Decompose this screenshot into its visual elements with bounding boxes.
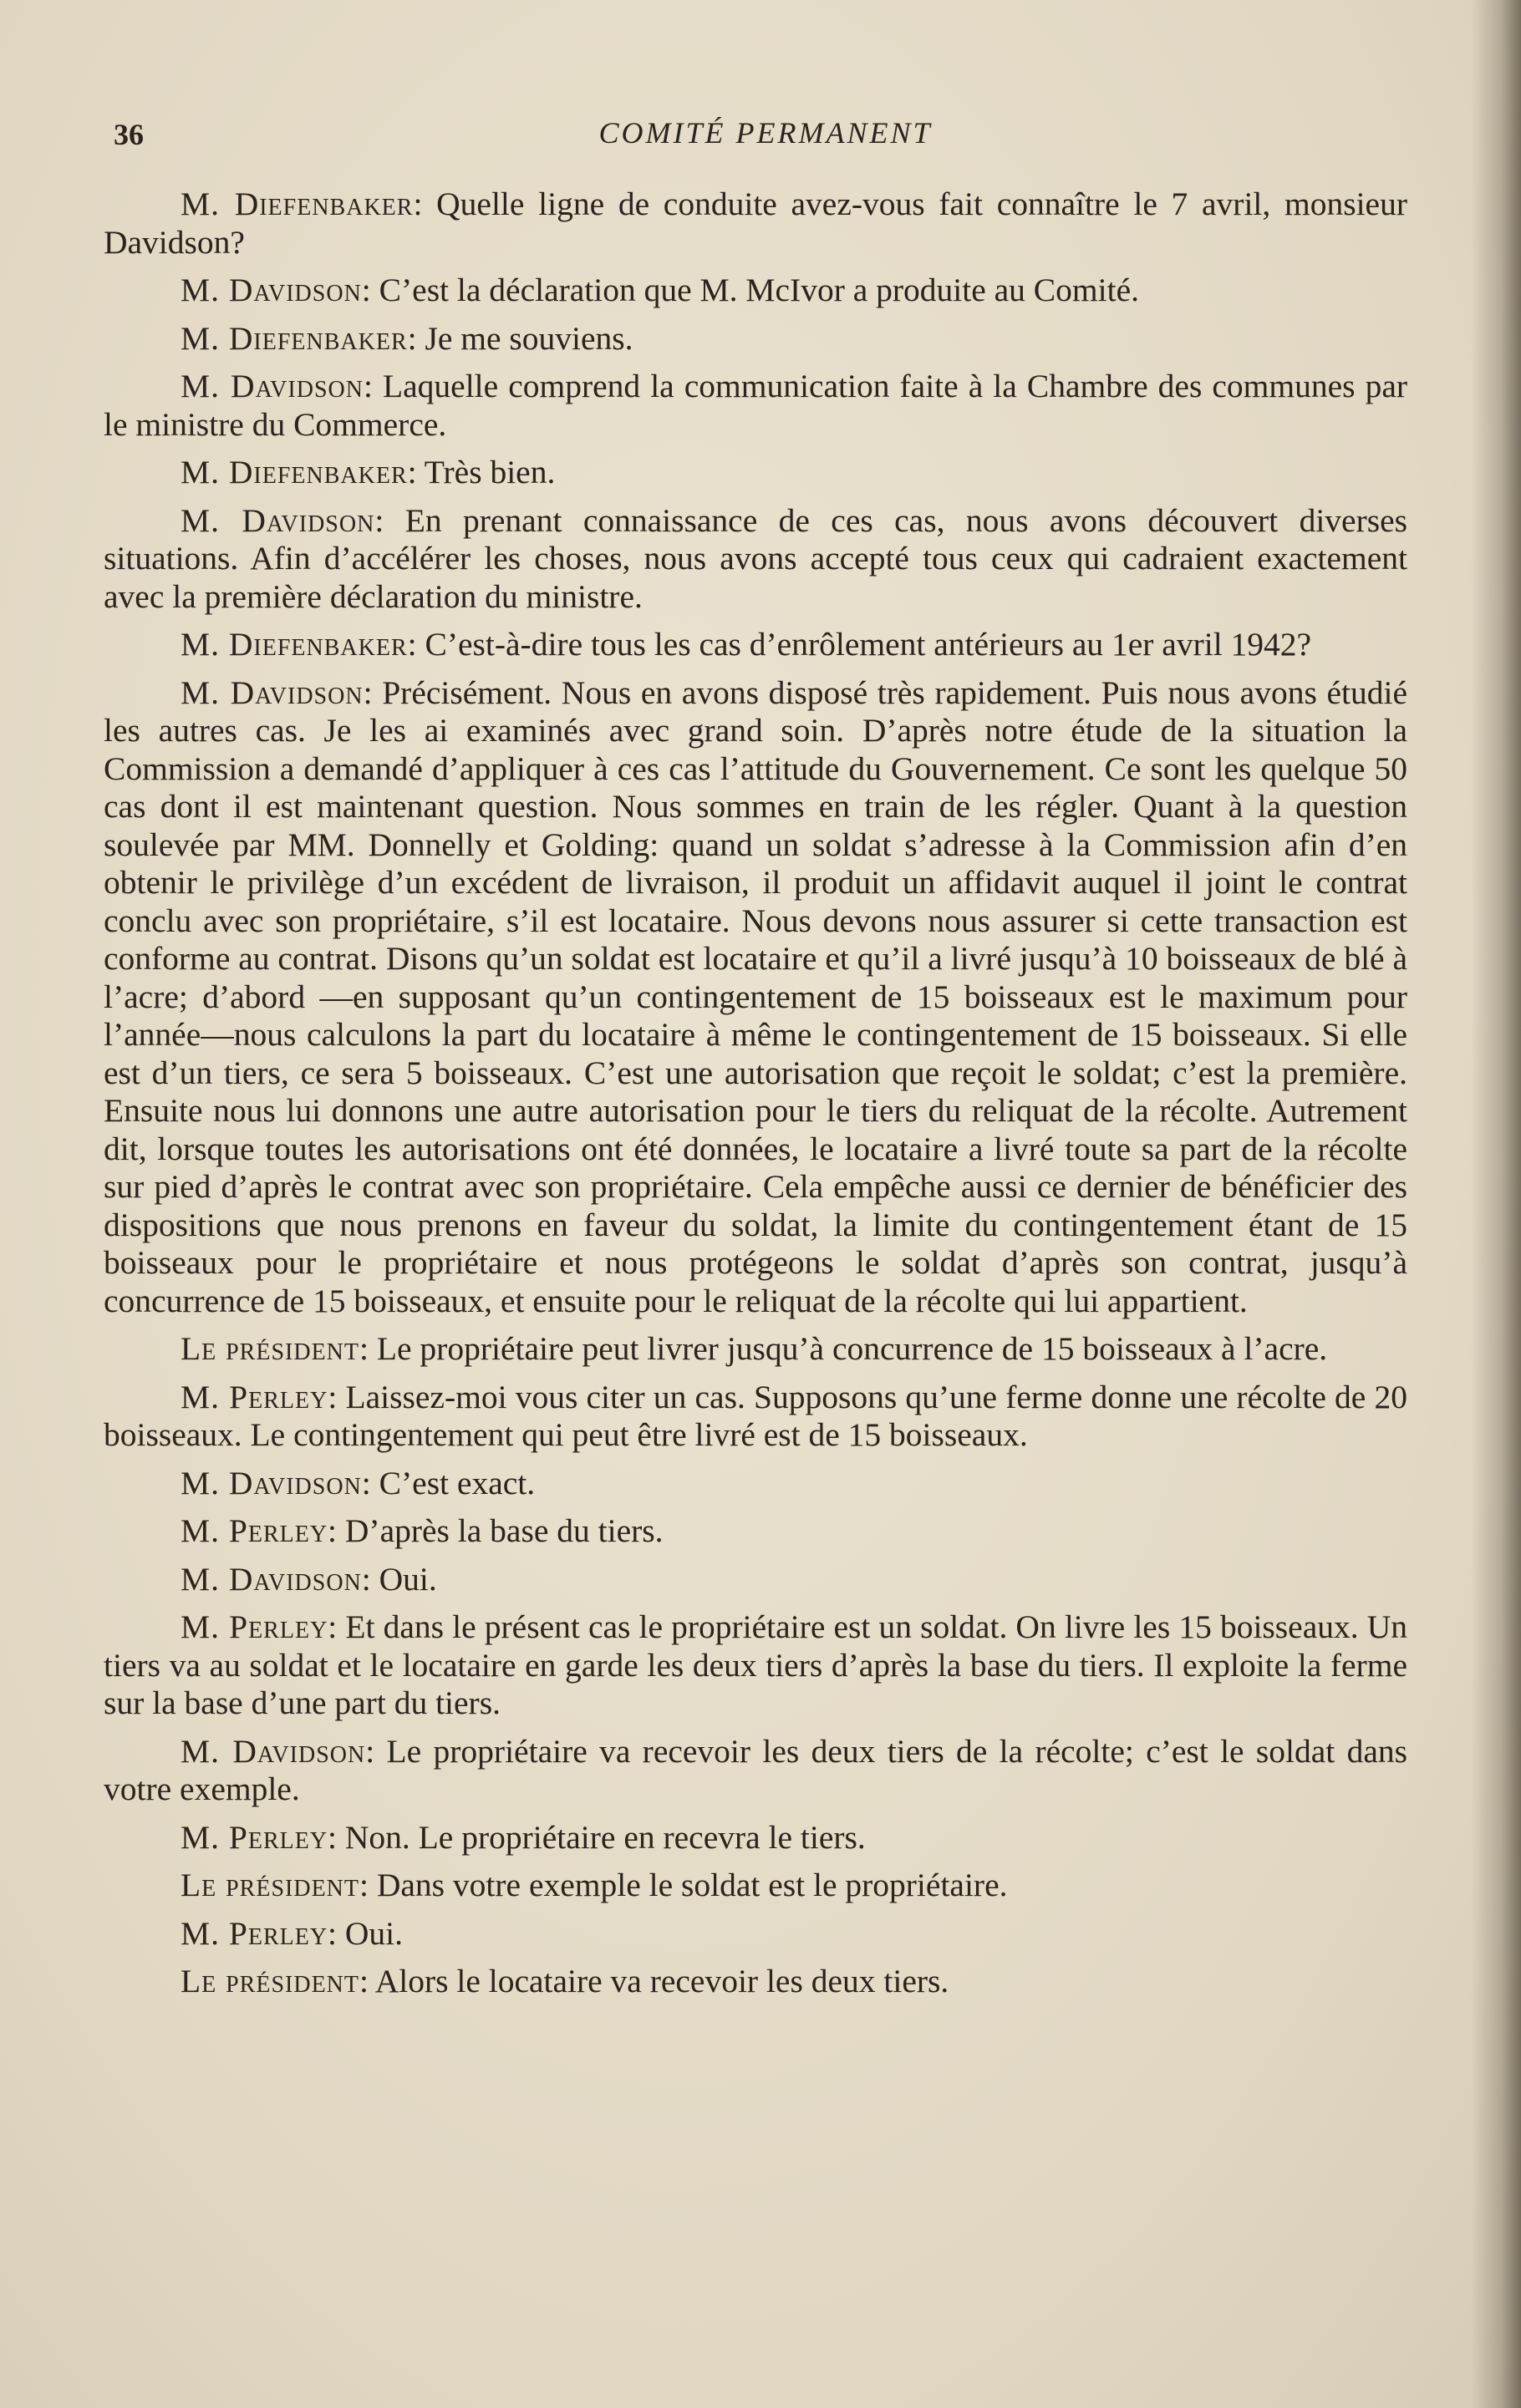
running-title: COMITÉ PERMANENT: [598, 116, 933, 150]
paragraph-text: Précisément. Nous en avons disposé très rapidement. Puis nous avons étudié les autres cas. Je les ai examinés avec grand soin. D’après notre étude de la situation la Commission a demandé d’appliquer à ces cas l’attitude du Gouvernement. Ce sont les quelque 50 cas dont il est maintenant question. Nous sommes en train de les régler. Quant à la question soulevée par MM. Donnelly et Golding: quand un soldat s’adresse à la Commission afin d’en obtenir le privilège d’un excédent de livraison, il produit un affidavit auquel il joint le contrat conclu avec son propriétaire, s’il est locataire. Nous devons nous assurer si cette transaction est conforme au contrat. Disons qu’un soldat est locataire et qu’il a livré jusqu’à 10 boisseaux de blé à l’acre; d’abord —en supposant qu’un contingentement de 15 boisseaux est le maximum pour l’année—nous calculons la part du locataire à même le contingentement de 15 boisseaux. Si elle est d’un tiers, ce sera 5 boisseaux. C’est une autorisation que reçoit le soldat; c’est la première. Ensuite nous lui donnons une autre autorisation pour le tiers du reliquat de la récolte. Autrement dit, lorsque toutes les autorisations ont été données, le locataire a livré toute sa part de la récolte sur pied d’après le contrat avec son propriétaire. Cela empêche aussi ce dernier de bénéficier des dispositions que nous prenons en faveur du soldat, la limite du contingentement étant de 15 boisseaux pour le propriétaire et nous protégeons le soldat d’après son contrat, jusqu’à concurrence de 15 boisseaux, et ensuite pour le reliquat de la récolte qui lui appartient.: [104, 673, 1407, 1319]
paragraph-text: Dans votre exemple le soldat est le propriétaire.: [376, 1867, 1008, 1903]
paragraph-text: Je me souviens.: [425, 319, 633, 357]
paragraph: M. Diefenbaker: C’est-à-dire tous les cas d’enrôlement antérieurs au 1er avril 1942?: [181, 626, 1312, 663]
paragraph-text: Alors le locataire va recevoir les deux tiers.: [374, 1963, 949, 1999]
transcript-body: [104, 185, 1407, 2011]
speaker-name: M. Perley: [181, 1378, 328, 1415]
speaker-name: M. Davidson: [181, 272, 362, 308]
page-edge-shadow: [1471, 0, 1521, 2408]
speaker-name: M. Diefenbaker: [181, 454, 408, 490]
page-number: 36: [114, 118, 144, 151]
paragraph: M. Perley: Laissez-moi vous citer un cas. Supposons qu’une ferme donne une récolte de 20 boisseaux. Le contingentement qui peut être livré est de 15 boisseaux.: [104, 1378, 1407, 1453]
speaker-name: M. Davidson: [181, 673, 364, 711]
paragraph-text: Et dans le présent cas le propriétaire est un soldat. On livre les 15 boisseaux. Un tiers va au soldat et le locataire en garde les deux tiers d’après la base du tiers. Il exploite la ferme sur la base d’une part du tiers.: [104, 1608, 1407, 1721]
paragraph-text: C’est exact.: [379, 1464, 536, 1501]
paragraph: M. Davidson: Le propriétaire va recevoir les deux tiers de la récolte; c’est le soldat dans votre exemple.: [104, 1732, 1407, 1807]
speaker-name: Le président: [181, 1963, 360, 1999]
paragraph: Le président: Le propriétaire peut livrer jusqu’à concurrence de 15 boisseaux à l’acre.: [181, 1330, 1328, 1367]
paragraph-text: Laissez-moi vous citer un cas. Supposons qu’une ferme donne une récolte de 20 boisseaux. Le contingentement qui peut être livré est de 15 boisseaux.: [104, 1378, 1407, 1453]
paragraph-text: Laquelle comprend la communication faite à la Chambre des communes par le ministre du Commerce.: [104, 368, 1407, 443]
paragraph: M. Perley: Et dans le présent cas le propriétaire est un soldat. On livre les 15 boisseaux. Un tiers va au soldat et le locataire en garde les deux tiers d’après la base du tiers. Il exploite la ferme sur la base d’une part du tiers.: [104, 1608, 1407, 1721]
page-header: [114, 110, 1417, 160]
paragraph-text: Quelle ligne de conduite avez-vous fait connaître le 7 avril, monsieur Davidson?: [104, 185, 1407, 261]
paragraph-text: En prenant connaissance de ces cas, nous avons découvert diverses situations. Afin d’accélérer les choses, nous avons accepté tous ceux qui cadraient exactement avec la première déclaration du ministre.: [104, 501, 1407, 615]
paragraph: M. Perley: Oui.: [181, 1914, 404, 1952]
speaker-name: M. Davidson: [181, 501, 375, 539]
paragraph: M. Diefenbaker: Très bien.: [181, 454, 556, 490]
speaker-name: M. Perley: [181, 1914, 328, 1952]
paragraph: M. Diefenbaker: Je me souviens.: [181, 319, 633, 357]
paragraph-text: D’après la base du tiers.: [344, 1512, 664, 1549]
speaker-name: M. Perley: [181, 1512, 328, 1549]
speaker-name: M. Davidson: [181, 1732, 366, 1770]
speaker-name: Le président: [181, 1867, 360, 1903]
paragraph: Le président: Dans votre exemple le soldat est le propriétaire.: [181, 1867, 1008, 1903]
speaker-name: M. Perley: [181, 1608, 328, 1645]
paragraph-text: Oui.: [379, 1560, 437, 1598]
paragraph: M. Perley: D’après la base du tiers.: [181, 1512, 664, 1549]
speaker-name: Le président: [181, 1330, 360, 1367]
paragraph-text: Le propriétaire va recevoir les deux tiers de la récolte; c’est le soldat dans votre exemple.: [104, 1732, 1407, 1807]
paragraph: M. Davidson: Laquelle comprend la communication faite à la Chambre des communes par le ministre du Commerce.: [104, 368, 1407, 443]
speaker-name: M. Davidson: [181, 1560, 362, 1598]
speaker-name: M. Davidson: [181, 368, 364, 404]
paragraph-text: Non. Le propriétaire en recevra le tiers.: [344, 1818, 866, 1856]
paragraph: M. Davidson: C’est exact.: [181, 1464, 536, 1501]
paragraph: M. Davidson: Précisément. Nous en avons disposé très rapidement. Puis nous avons étudié les autres cas. Je les ai examinés avec grand soin. D’après notre étude de la situation la Commission a demandé d’appliquer à ces cas l’attitude du Gouvernement. Ce sont les quelque 50 cas dont il est maintenant question. Nous sommes en train de les régler. Quant à la question soulevée par MM. Donnelly et Golding: quand un soldat s’adresse à la Commission afin d’en obtenir le privilège d’un excédent de livraison, il produit un affidavit auquel il joint le contrat conclu avec son propriétaire, s’il est locataire. Nous devons nous assurer si cette transaction est conforme au contrat. Disons qu’un soldat est locataire et qu’il a livré jusqu’à 10 boisseaux de blé à l’acre; d’abord —en supposant qu’un contingentement de 15 boisseaux est le maximum pour l’année—nous calculons la part du locataire à même le contingentement de 15 boisseaux. Si elle est d’un tiers, ce sera 5 boisseaux. C’est une autorisation que reçoit le soldat; c’est la première. Ensuite nous lui donnons une autre autorisation pour le tiers du reliquat de la récolte. Autrement dit, lorsque toutes les autorisations ont été données, le locataire a livré toute sa part de la récolte sur pied d’après le contrat avec son propriétaire. Cela empêche aussi ce dernier de bénéficier des dispositions que nous prenons en faveur du soldat, la limite du contingentement étant de 15 boisseaux pour le propriétaire et nous protégeons le soldat d’après son contrat, jusqu’à concurrence de 15 boisseaux, et ensuite pour le reliquat de la récolte qui lui appartient.: [104, 673, 1407, 1319]
speaker-name: M. Diefenbaker: [181, 626, 408, 663]
paragraph: M. Davidson: C’est la déclaration que M. McIvor a produite au Comité.: [181, 272, 1139, 308]
paragraph-text: C’est la déclaration que M. McIvor a produite au Comité.: [379, 272, 1139, 308]
paragraph: M. Davidson: En prenant connaissance de ces cas, nous avons découvert diverses situations. Afin d’accélérer les choses, nous avons accepté tous ceux qui cadraient exactement avec la première déclaration du ministre.: [104, 501, 1407, 615]
paragraph: M. Perley: Non. Le propriétaire en recevra le tiers.: [181, 1818, 866, 1856]
paragraph-text: Le propriétaire peut livrer jusqu’à concurrence de 15 boisseaux à l’acre.: [376, 1330, 1328, 1367]
paragraph-text: C’est-à-dire tous les cas d’enrôlement antérieurs au 1er avril 1942?: [425, 626, 1312, 663]
paragraph: M. Davidson: Oui.: [181, 1560, 437, 1598]
speaker-name: M. Perley: [181, 1818, 328, 1856]
paragraph-text: Oui.: [344, 1914, 404, 1952]
speaker-name: M. Diefenbaker: [181, 319, 408, 357]
paragraph: M. Diefenbaker: Quelle ligne de conduite avez-vous fait connaître le 7 avril, monsieur Davidson?: [104, 185, 1407, 261]
speaker-name: M. Davidson: [181, 1464, 362, 1501]
paragraph: Le président: Alors le locataire va recevoir les deux tiers.: [181, 1963, 949, 1999]
speaker-name: M. Diefenbaker: [181, 185, 414, 222]
paragraph-text: Très bien.: [424, 454, 556, 490]
